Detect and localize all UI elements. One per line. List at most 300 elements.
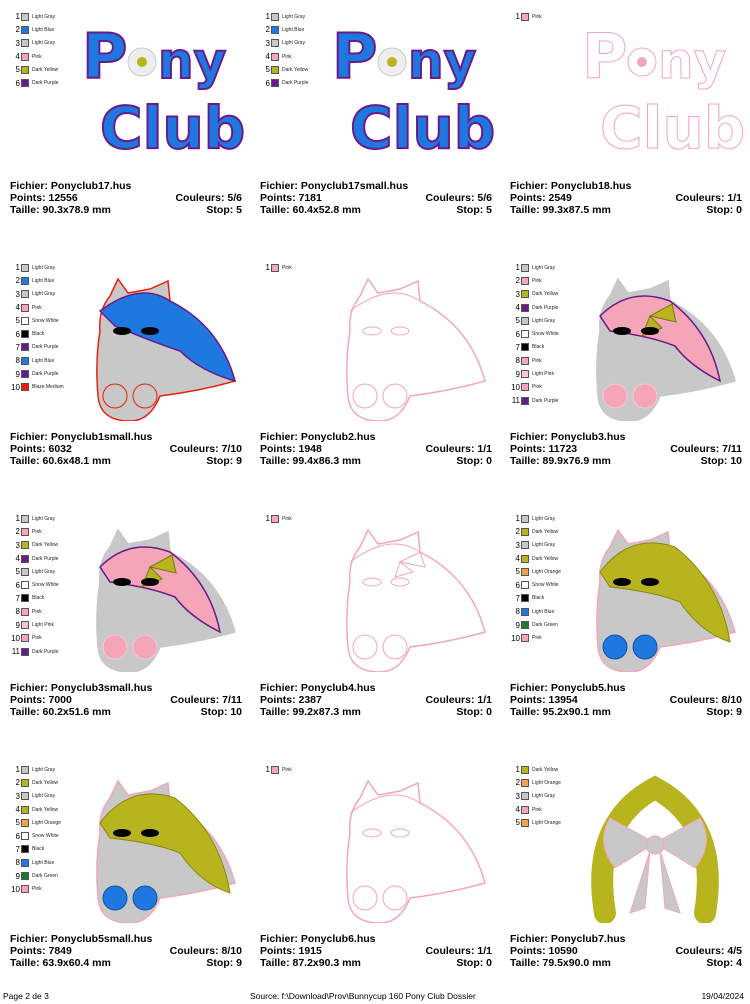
color-swatch — [271, 264, 279, 272]
palette-entry — [8, 525, 59, 538]
palette-number: 1 — [515, 765, 520, 775]
stop-count: Stop: 5 — [456, 204, 492, 216]
color-swatch — [21, 779, 29, 787]
color-name: Dark Purple — [532, 397, 559, 404]
design-size: Taille: 95.2x90.1 mm — [510, 706, 611, 718]
color-palette — [508, 512, 561, 645]
color-name: Light Gray — [32, 40, 56, 47]
color-name: Snow White — [32, 833, 59, 840]
color-name: Pink — [282, 53, 292, 60]
stop-count: Stop: 0 — [706, 204, 742, 216]
palette-entry — [508, 605, 561, 618]
palette-number: 1 — [15, 765, 20, 775]
palette-entry — [8, 314, 64, 327]
palette-number: 11 — [511, 396, 520, 406]
design-card — [500, 0, 750, 251]
color-name: Light Orange — [532, 819, 561, 826]
design-card — [500, 753, 750, 1004]
color-swatch — [21, 792, 29, 800]
color-swatch — [521, 264, 529, 272]
color-swatch — [521, 779, 529, 787]
color-swatch — [21, 541, 29, 549]
design-info — [260, 933, 492, 969]
color-name: Pink — [532, 635, 542, 642]
design-card — [500, 502, 750, 753]
palette-entry — [508, 592, 561, 605]
design-info — [510, 682, 742, 718]
color-name: Light Gray — [532, 317, 556, 324]
color-swatch — [21, 819, 29, 827]
design-info — [510, 431, 742, 467]
palette-number: 9 — [515, 369, 520, 379]
palette-entry — [8, 645, 59, 658]
design-size: Taille: 89.9x76.9 mm — [510, 455, 611, 467]
palette-entry — [8, 829, 61, 842]
palette-entry — [508, 288, 559, 301]
color-name: Light Gray — [32, 13, 56, 20]
color-name: Snow White — [32, 582, 59, 589]
palette-entry — [258, 261, 292, 274]
palette-entry — [508, 512, 561, 525]
palette-number: 11 — [11, 647, 20, 657]
palette-number: 3 — [15, 289, 20, 299]
palette-entry — [8, 552, 59, 565]
palette-entry — [508, 367, 559, 380]
palette-number: 3 — [15, 791, 20, 801]
color-name: Light Gray — [532, 264, 556, 271]
color-swatch — [21, 66, 29, 74]
palette-number: 3 — [265, 38, 270, 48]
palette-entry — [8, 76, 58, 89]
palette-number: 8 — [515, 607, 520, 617]
palette-number: 5 — [15, 65, 20, 75]
palette-number: 6 — [15, 580, 20, 590]
palette-entry — [8, 843, 61, 856]
color-swatch — [21, 608, 29, 616]
design-size: Taille: 99.2x87.3 mm — [260, 706, 361, 718]
palette-entry — [508, 525, 561, 538]
color-swatch — [21, 264, 29, 272]
file-name: Fichier: Ponyclub18.hus — [510, 180, 632, 192]
color-swatch — [521, 370, 529, 378]
palette-entry — [258, 63, 308, 76]
file-name: Fichier: Ponyclub17small.hus — [260, 180, 409, 192]
palette-number: 10 — [11, 382, 20, 392]
color-swatch — [21, 53, 29, 61]
palette-entry — [8, 341, 64, 354]
palette-entry — [508, 314, 559, 327]
palette-number: 8 — [515, 356, 520, 366]
color-name: Light Pink — [32, 622, 54, 629]
palette-number: 1 — [515, 12, 520, 22]
palette-entry — [8, 816, 61, 829]
color-count: Couleurs: 1/1 — [675, 192, 742, 204]
palette-number: 3 — [15, 540, 20, 550]
color-count: Couleurs: 7/11 — [670, 443, 742, 455]
color-swatch — [521, 304, 529, 312]
color-swatch — [21, 872, 29, 880]
svg-text:P: P — [82, 20, 128, 93]
color-name: Black — [32, 595, 45, 602]
palette-entry — [508, 776, 561, 789]
palette-number: 6 — [515, 580, 520, 590]
palette-entry — [8, 367, 64, 380]
design-info — [260, 431, 492, 467]
color-name: Dark Purple — [32, 648, 59, 655]
palette-entry — [8, 592, 59, 605]
file-name: Fichier: Ponyclub6.hus — [260, 933, 376, 945]
color-palette — [258, 261, 292, 274]
color-swatch — [521, 594, 529, 602]
palette-number: 1 — [515, 514, 520, 524]
color-swatch — [21, 290, 29, 298]
palette-number: 2 — [15, 778, 20, 788]
color-name: Light Gray — [282, 40, 306, 47]
palette-number: 5 — [15, 567, 20, 577]
palette-entry — [508, 632, 561, 645]
stitch-points: Points: 2549 — [510, 192, 572, 204]
page-footer — [0, 989, 750, 1003]
palette-entry — [8, 790, 61, 803]
color-count: Couleurs: 1/1 — [425, 945, 492, 957]
palette-number: 10 — [11, 884, 20, 894]
color-name: Pink — [32, 304, 42, 311]
palette-entry — [8, 288, 64, 301]
color-name: Pink — [532, 806, 542, 813]
color-name: Black — [32, 331, 45, 338]
palette-entry — [258, 763, 292, 776]
color-swatch — [21, 79, 29, 87]
color-swatch — [21, 343, 29, 351]
stitch-points: Points: 11723 — [510, 443, 578, 455]
color-name: Pink — [282, 264, 292, 271]
palette-number: 2 — [515, 778, 520, 788]
file-name: Fichier: Ponyclub4.hus — [260, 682, 376, 694]
stop-count: Stop: 9 — [206, 455, 242, 467]
palette-number: 4 — [515, 554, 520, 564]
palette-number: 6 — [265, 78, 270, 88]
design-info — [260, 682, 492, 718]
svg-text:P: P — [332, 20, 378, 93]
palette-number: 9 — [15, 871, 20, 881]
stop-count: Stop: 0 — [456, 455, 492, 467]
svg-text:ny: ny — [158, 32, 227, 90]
palette-number: 3 — [515, 540, 520, 550]
palette-number: 4 — [15, 303, 20, 313]
palette-entry — [8, 23, 58, 36]
stitch-points: Points: 13954 — [510, 694, 578, 706]
color-name: Snow White — [532, 582, 559, 589]
color-name: Light Gray — [532, 515, 556, 522]
embroidery-preview — [570, 773, 745, 923]
stitch-points: Points: 10590 — [510, 945, 578, 957]
color-swatch — [21, 317, 29, 325]
palette-number: 7 — [515, 342, 520, 352]
color-name: Dark Yellow — [532, 528, 559, 535]
color-swatch — [521, 383, 529, 391]
palette-entry — [8, 10, 58, 23]
color-name: Pink — [532, 277, 542, 284]
palette-number: 2 — [15, 527, 20, 537]
design-card — [0, 753, 250, 1004]
palette-entry — [258, 512, 292, 525]
embroidery-preview — [70, 20, 245, 170]
color-swatch — [521, 515, 529, 523]
color-name: Light Blue — [282, 26, 305, 33]
design-info — [10, 933, 242, 969]
file-name: Fichier: Ponyclub1small.hus — [10, 431, 153, 443]
color-swatch — [21, 13, 29, 21]
color-swatch — [21, 621, 29, 629]
palette-entry — [8, 274, 64, 287]
palette-entry — [8, 327, 64, 340]
color-palette — [258, 10, 308, 90]
palette-entry — [508, 394, 559, 407]
color-swatch — [271, 26, 279, 34]
palette-entry — [508, 10, 542, 23]
design-card — [0, 251, 250, 502]
source-path: Source: f:\Download\Prov\Bunnycup 160 Pony Club Dossier — [250, 991, 476, 1001]
design-info — [10, 180, 242, 216]
design-info — [10, 682, 242, 718]
palette-entry — [508, 790, 561, 803]
color-name: Light Pink — [532, 371, 554, 378]
color-swatch — [521, 806, 529, 814]
palette-number: 1 — [515, 263, 520, 273]
color-swatch — [521, 568, 529, 576]
color-swatch — [271, 79, 279, 87]
color-name: Dark Yellow — [32, 66, 59, 73]
design-card — [250, 502, 500, 753]
stop-count: Stop: 0 — [456, 706, 492, 718]
palette-entry — [508, 539, 561, 552]
palette-entry — [8, 632, 59, 645]
color-count: Couleurs: 7/10 — [169, 443, 242, 455]
color-palette — [258, 763, 292, 776]
palette-number: 4 — [515, 303, 520, 313]
design-info — [10, 431, 242, 467]
palette-number: 2 — [265, 25, 270, 35]
file-name: Fichier: Ponyclub3small.hus — [10, 682, 153, 694]
palette-entry — [8, 301, 64, 314]
color-swatch — [521, 357, 529, 365]
palette-number: 8 — [15, 607, 20, 617]
color-name: Pink — [32, 528, 42, 535]
svg-text:ny: ny — [658, 32, 727, 90]
color-name: Pink — [32, 608, 42, 615]
palette-number: 5 — [265, 65, 270, 75]
color-swatch — [521, 330, 529, 338]
color-swatch — [21, 370, 29, 378]
color-swatch — [521, 634, 529, 642]
color-swatch — [271, 66, 279, 74]
design-size: Taille: 87.2x90.3 mm — [260, 957, 361, 969]
palette-number: 7 — [15, 342, 20, 352]
embroidery-preview — [570, 20, 745, 170]
color-name: Light Gray — [32, 264, 56, 271]
palette-entry — [8, 354, 64, 367]
color-swatch — [521, 277, 529, 285]
palette-number: 8 — [15, 858, 20, 868]
palette-entry — [508, 301, 559, 314]
color-name: Snow White — [532, 331, 559, 338]
color-name: Dark Purple — [32, 555, 59, 562]
color-swatch — [21, 845, 29, 853]
stop-count: Stop: 9 — [706, 706, 742, 718]
palette-number: 2 — [15, 25, 20, 35]
design-card — [500, 251, 750, 502]
color-name: Dark Yellow — [32, 779, 59, 786]
palette-entry — [8, 605, 59, 618]
stop-count: Stop: 10 — [200, 706, 242, 718]
design-size: Taille: 79.5x90.0 mm — [510, 957, 611, 969]
design-card — [0, 0, 250, 251]
palette-entry — [508, 763, 561, 776]
color-swatch — [21, 859, 29, 867]
palette-number: 7 — [15, 593, 20, 603]
palette-entry — [508, 803, 561, 816]
palette-number: 2 — [515, 276, 520, 286]
palette-entry — [508, 274, 559, 287]
stitch-points: Points: 7000 — [10, 694, 72, 706]
color-swatch — [271, 39, 279, 47]
color-name: Light Blue — [32, 357, 55, 364]
palette-entry — [508, 565, 561, 578]
color-swatch — [21, 304, 29, 312]
palette-number: 4 — [515, 805, 520, 815]
palette-entry — [8, 512, 59, 525]
palette-number: 6 — [15, 329, 20, 339]
color-swatch — [521, 766, 529, 774]
design-size: Taille: 60.6x48.1 mm — [10, 455, 111, 467]
svg-text:Club: Club — [350, 94, 495, 162]
color-name: Blaze Medium — [32, 384, 64, 391]
color-name: Pink — [532, 13, 542, 20]
color-name: Light Orange — [532, 568, 561, 575]
color-palette — [8, 512, 59, 658]
color-swatch — [521, 581, 529, 589]
design-card — [250, 251, 500, 502]
embroidery-preview — [570, 522, 745, 672]
design-size: Taille: 99.4x86.3 mm — [260, 455, 361, 467]
print-date: 19/04/2024 — [701, 991, 744, 1001]
palette-entry — [508, 578, 561, 591]
color-swatch — [521, 343, 529, 351]
color-swatch — [521, 608, 529, 616]
palette-entry — [8, 261, 64, 274]
palette-number: 1 — [265, 12, 270, 22]
palette-entry — [508, 552, 561, 565]
palette-entry — [508, 618, 561, 631]
color-swatch — [521, 792, 529, 800]
palette-number: 7 — [515, 593, 520, 603]
palette-number: 6 — [15, 831, 20, 841]
palette-entry — [508, 354, 559, 367]
palette-number: 10 — [511, 382, 520, 392]
stitch-points: Points: 1915 — [260, 945, 322, 957]
color-swatch — [21, 26, 29, 34]
stop-count: Stop: 4 — [706, 957, 742, 969]
color-swatch — [21, 383, 29, 391]
design-info — [260, 180, 492, 216]
color-count: Couleurs: 8/10 — [669, 694, 742, 706]
file-name: Fichier: Ponyclub17.hus — [10, 180, 132, 192]
color-swatch — [521, 397, 529, 405]
color-swatch — [521, 528, 529, 536]
color-swatch — [521, 290, 529, 298]
color-name: Black — [532, 344, 545, 351]
palette-entry — [8, 803, 61, 816]
color-swatch — [21, 766, 29, 774]
color-name: Black — [32, 846, 45, 853]
color-name: Pink — [32, 635, 42, 642]
stitch-points: Points: 7181 — [260, 192, 322, 204]
palette-entry — [258, 50, 308, 63]
color-name: Light Orange — [532, 779, 561, 786]
color-name: Light Gray — [282, 13, 306, 20]
color-name: Dark Yellow — [532, 291, 559, 298]
palette-number: 5 — [515, 567, 520, 577]
palette-number: 4 — [265, 52, 270, 62]
color-swatch — [271, 53, 279, 61]
palette-number: 9 — [515, 620, 520, 630]
page-number: Page 2 de 3 — [3, 991, 49, 1001]
palette-entry — [8, 539, 59, 552]
color-name: Black — [532, 595, 545, 602]
design-size: Taille: 90.3x78.9 mm — [10, 204, 111, 216]
svg-text:Club: Club — [100, 94, 245, 162]
color-swatch — [21, 39, 29, 47]
color-swatch — [21, 555, 29, 563]
color-name: Pink — [532, 357, 542, 364]
palette-number: 1 — [265, 765, 270, 775]
stop-count: Stop: 9 — [206, 957, 242, 969]
svg-text:Club: Club — [600, 94, 745, 162]
color-swatch — [521, 621, 529, 629]
color-palette — [8, 763, 61, 896]
design-info — [510, 933, 742, 969]
color-name: Light Blue — [32, 859, 55, 866]
palette-entry — [8, 776, 61, 789]
color-palette — [258, 512, 292, 525]
color-name: Light Orange — [32, 819, 61, 826]
file-name: Fichier: Ponyclub5.hus — [510, 682, 626, 694]
design-card — [250, 753, 500, 1004]
color-swatch — [271, 13, 279, 21]
color-swatch — [271, 515, 279, 523]
palette-entry — [258, 10, 308, 23]
stop-count: Stop: 10 — [700, 455, 742, 467]
palette-entry — [8, 50, 58, 63]
design-card — [250, 0, 500, 251]
color-swatch — [21, 648, 29, 656]
palette-number: 4 — [15, 52, 20, 62]
palette-entry — [8, 856, 61, 869]
palette-entry — [8, 565, 59, 578]
color-swatch — [21, 330, 29, 338]
file-name: Fichier: Ponyclub2.hus — [260, 431, 376, 443]
design-size: Taille: 60.2x51.6 mm — [10, 706, 111, 718]
palette-number: 7 — [15, 844, 20, 854]
color-name: Dark Purple — [532, 304, 559, 311]
color-swatch — [21, 581, 29, 589]
color-swatch — [21, 277, 29, 285]
color-swatch — [21, 515, 29, 523]
color-name: Pink — [32, 53, 42, 60]
palette-entry — [258, 76, 308, 89]
file-name: Fichier: Ponyclub3.hus — [510, 431, 626, 443]
palette-number: 5 — [515, 316, 520, 326]
